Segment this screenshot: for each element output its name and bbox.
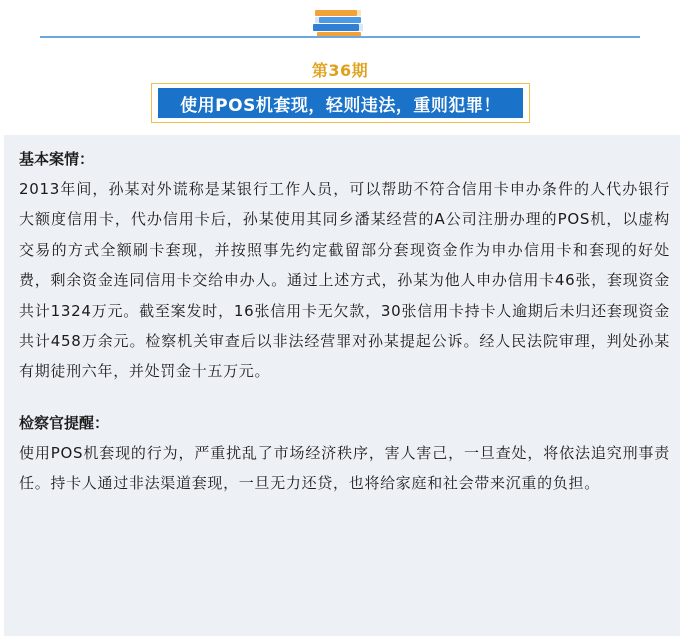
title-banner: [151, 83, 530, 123]
books-icon: [311, 8, 367, 38]
section-heading-case: 基本案情：: [19, 150, 95, 168]
section-heading-reminder: 检察官提醒：: [19, 413, 110, 432]
section-body-reminder: 使用POS机套现的行为，严重扰乱了市场经济秩序，害人害己，一旦查处，将依法追究刑事责任。持卡人通过非法渠道套现，一旦无力还贷，也将给家庭和社会带来沉重的负担。: [19, 443, 670, 493]
article-header: [0, 0, 680, 130]
section-body-case: 2013年间，孙某对外谎称是某银行工作人员，可以帮助不符合信用卡申办条件的人代办银行大额度信用卡，代办信用卡后，孙某使用其同乡潘某经营的A公司注册办理的POS机，以虚构交易的方式全额刷卡套现，并按照事先约定截留部分套现资金作为申办信用卡和套现的好处费，剩余资金连同信用卡交给申办人。通过上述方式，孙某为他人申办信用卡46张，套现资金共计1324万元。截至案发时，16张信用卡无欠款，30张信用卡持卡人逾期后未归还套现资金共计458万余元。检察机关审查后以非法经营罪对孙某提起公诉。经人民法院审理，判处孙某有期徒刑六年，并处罚金十五万元。: [19, 180, 670, 381]
section-spacer: [19, 387, 670, 408]
title-box: [158, 88, 523, 118]
article-title: 使用POS机套现，轻则违法，重则犯罪！: [180, 95, 501, 116]
issue-number: 第36期: [311, 61, 369, 80]
header-divider: [40, 36, 640, 38]
article-body: [4, 135, 680, 636]
